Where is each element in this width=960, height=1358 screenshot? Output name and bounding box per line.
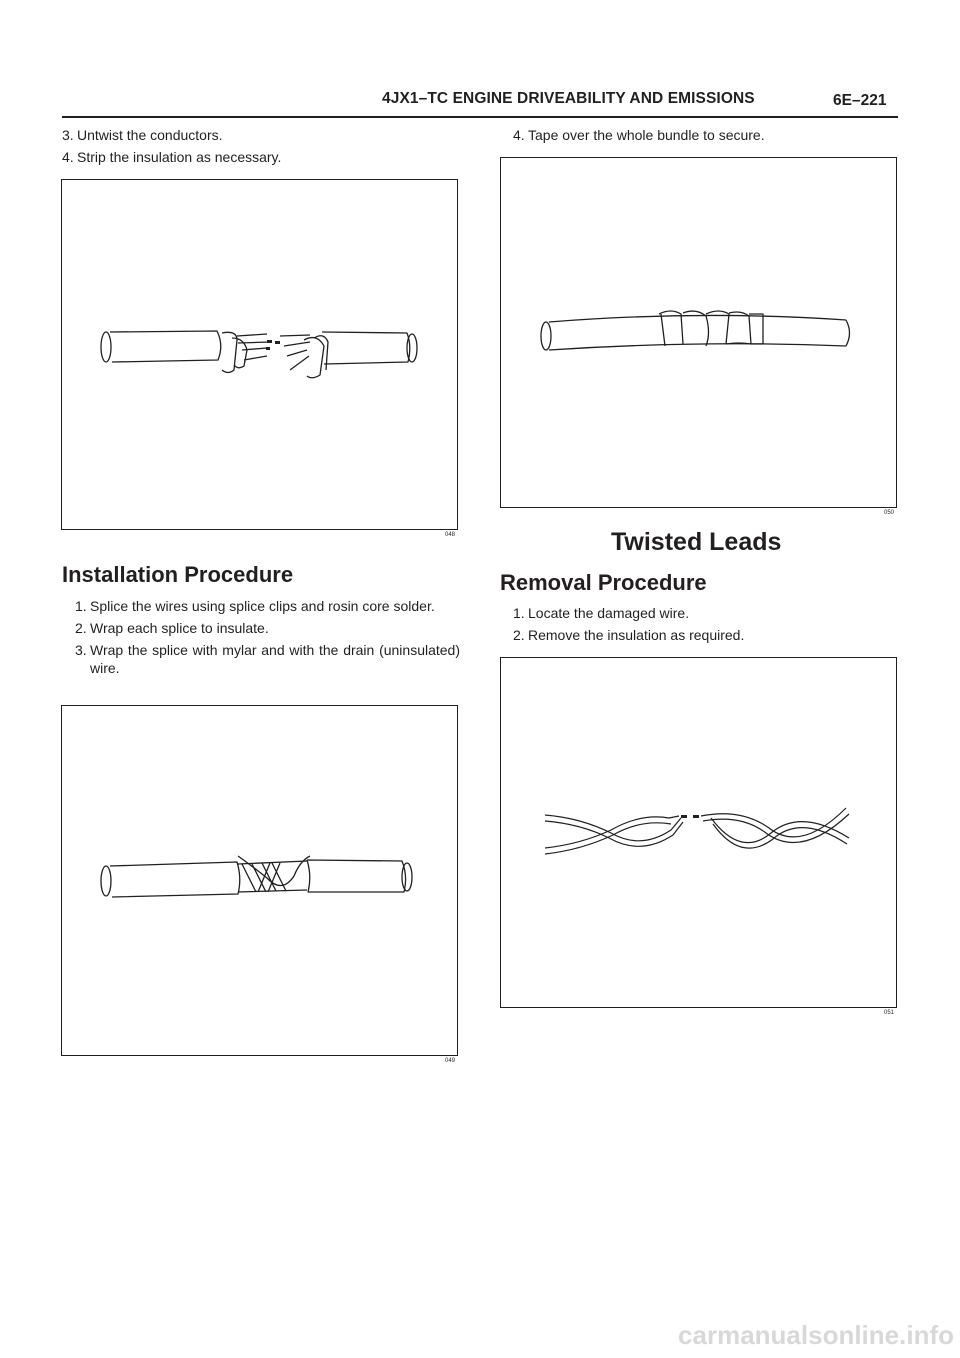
mylar-wrapped-splice-illustration — [62, 706, 457, 1055]
stripped-wires-illustration — [62, 180, 457, 529]
step-text: Locate the damaged wire. — [528, 605, 690, 621]
figure-label: 048 — [444, 532, 455, 538]
install-step-1 — [75, 597, 460, 615]
step-text: Remove the insulation as required. — [528, 627, 745, 643]
step-number: 4. — [513, 127, 525, 143]
step-number: 1. — [75, 598, 87, 614]
header-rule — [62, 116, 898, 118]
install-step-3 — [75, 641, 460, 677]
running-header-title: 4JX1–TC ENGINE DRIVEABILITY AND EMISSIONS — [382, 90, 755, 107]
step-number: 2. — [513, 627, 525, 643]
taped-bundle-illustration — [501, 158, 896, 507]
figure-label: 050 — [883, 510, 894, 516]
removal-procedure-heading: Removal Procedure — [500, 570, 707, 595]
step-text: Splice the wires using splice clips and rosin core solder. — [90, 598, 435, 614]
twisted-leads-title: Twisted Leads — [611, 528, 782, 556]
step-number: 3. — [75, 642, 87, 658]
step-3-untwist — [62, 126, 462, 144]
twisted-pair-illustration — [501, 658, 896, 1007]
step-text: Wrap each splice to insulate. — [90, 620, 269, 636]
step-number: 2. — [75, 620, 87, 636]
page-number: 6E–221 — [833, 92, 887, 109]
left-top-steps — [62, 126, 462, 166]
installation-steps — [75, 597, 460, 677]
step-text: Tape over the whole bundle to secure. — [528, 127, 765, 143]
step-number: 3. — [62, 127, 74, 143]
install-step-2 — [75, 619, 460, 637]
figure-051-twisted-pair — [500, 657, 897, 1016]
step-text: Wrap the splice with mylar and with the drain (uninsulated) wire. — [90, 642, 460, 676]
removal-steps — [513, 604, 898, 644]
figure-label: 051 — [883, 1010, 894, 1016]
site-watermark: carmanualsonline.info — [678, 1320, 954, 1350]
figure-050-taped-bundle — [500, 157, 897, 516]
step-number: 4. — [62, 149, 74, 165]
step-text: Strip the insulation as necessary. — [77, 149, 282, 165]
step-text: Untwist the conductors. — [77, 127, 223, 143]
step-number: 1. — [513, 605, 525, 621]
removal-step-1 — [513, 604, 898, 622]
removal-step-2 — [513, 626, 898, 644]
step-4-strip — [62, 148, 462, 166]
figure-label: 049 — [444, 1058, 455, 1064]
figure-049-mylar-wrap — [61, 705, 458, 1064]
step-4-tape — [513, 126, 898, 144]
installation-procedure-heading: Installation Procedure — [62, 562, 294, 587]
figure-048-untwisted-conductors — [61, 179, 458, 538]
